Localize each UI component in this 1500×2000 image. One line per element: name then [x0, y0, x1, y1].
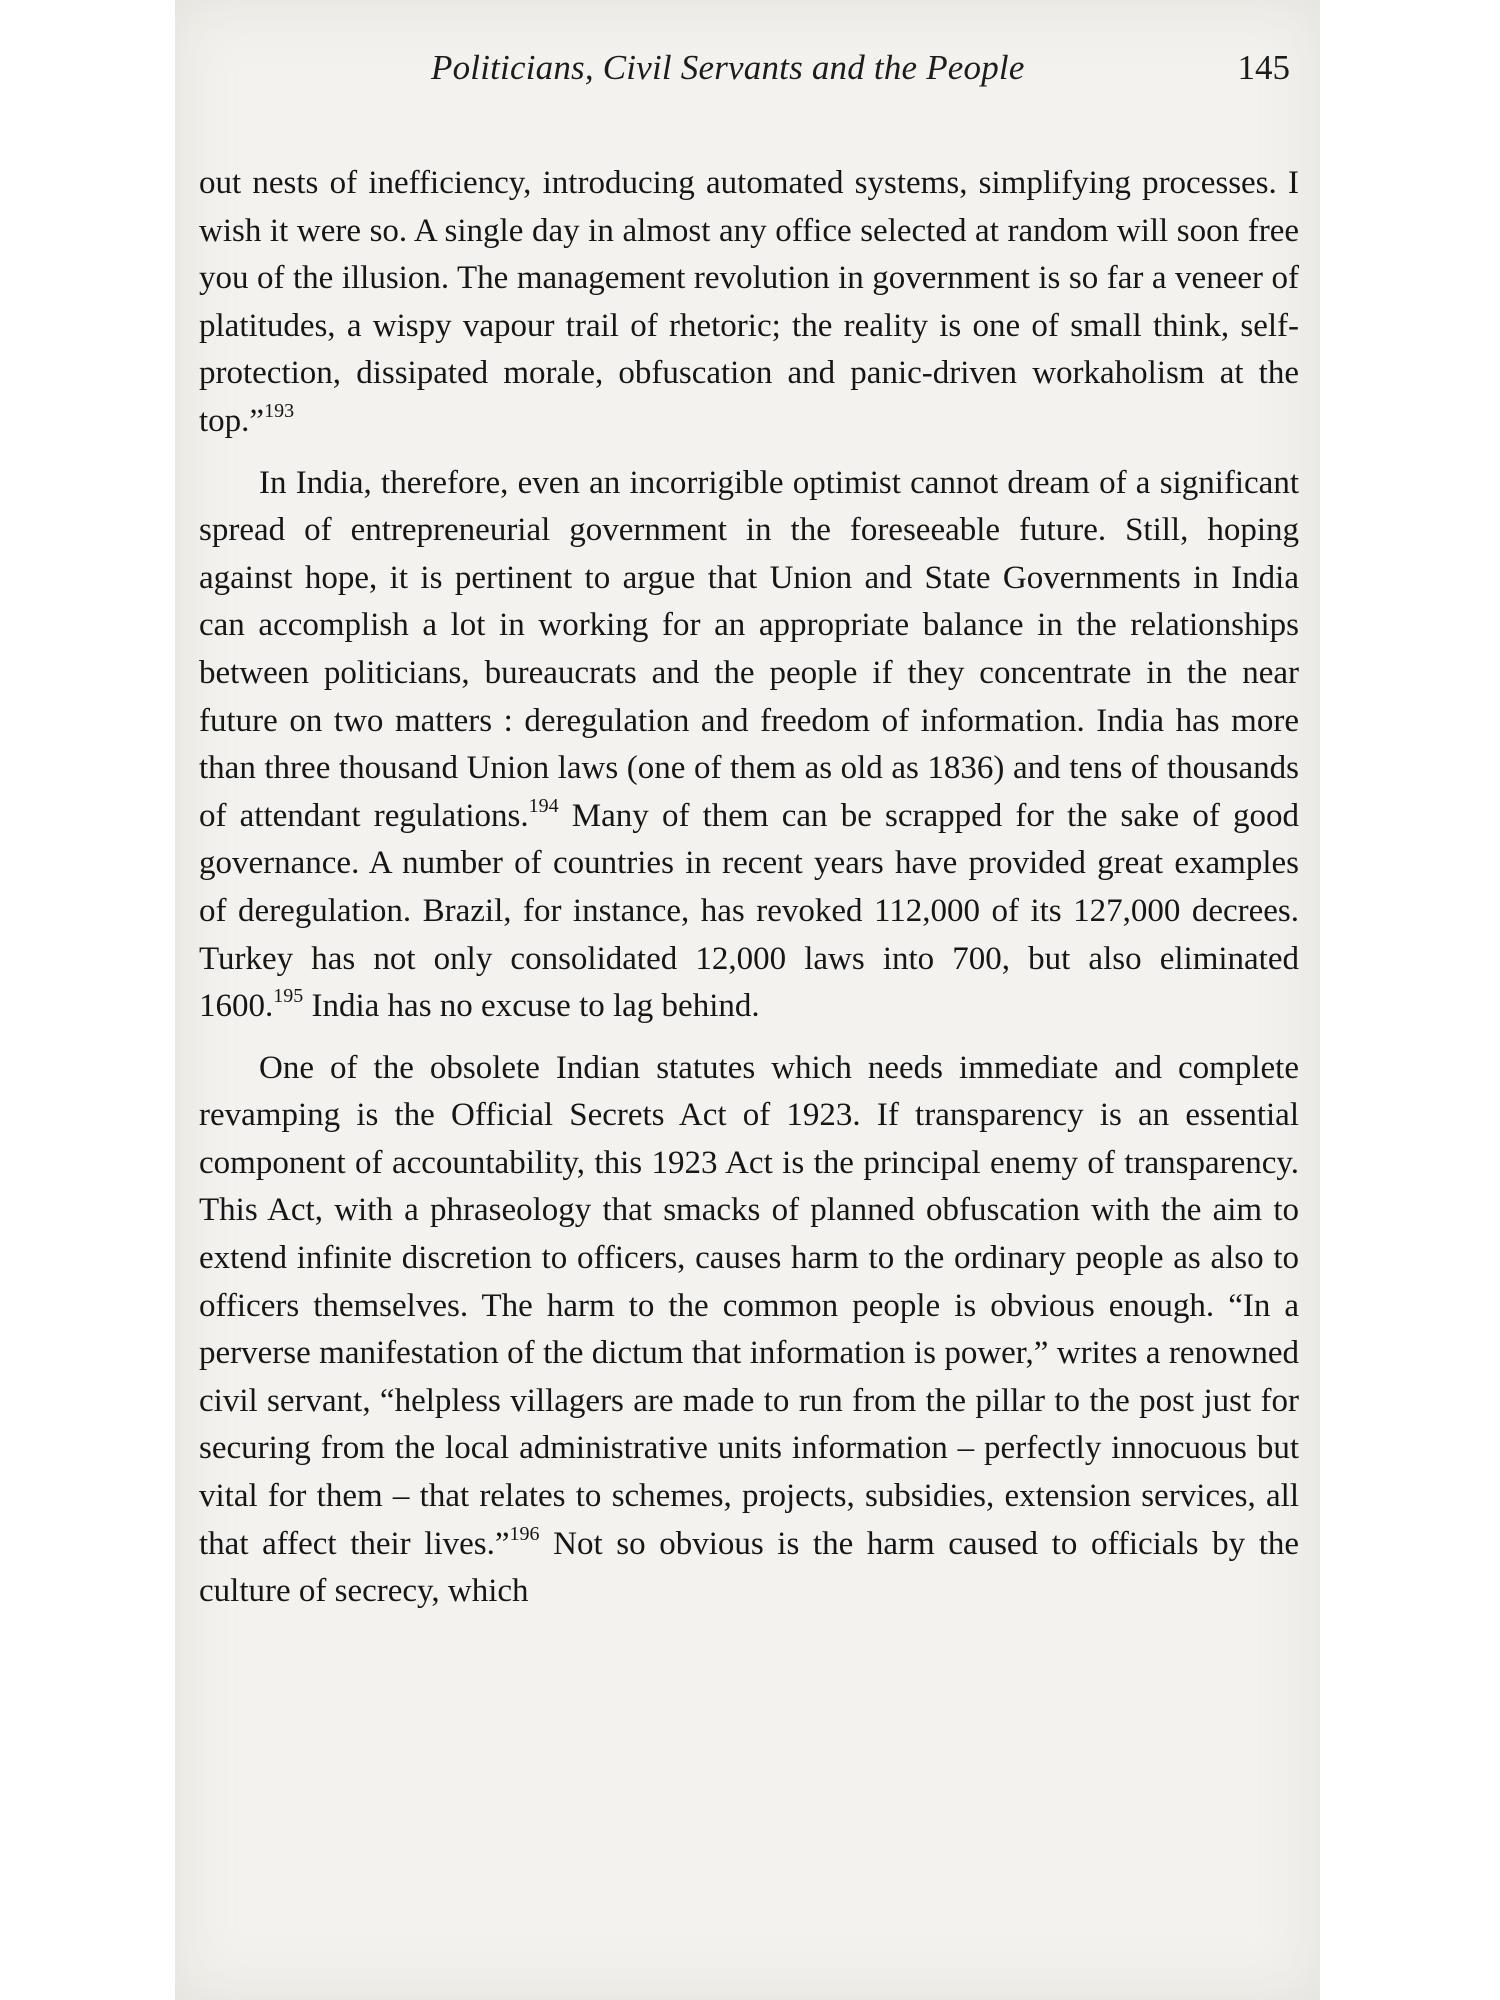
- footnote-ref-193: 193: [264, 399, 295, 422]
- paragraph-text: out nests of inefficiency, introducing automated systems, simplifying processes. I wish it were so. A single day in almost any office selected at random will soon free you of the illusion. The management revolution in government is so far a veneer of platitudes, a wispy vapour trail of rhetoric; the reality is one of small think, self-protection, dissipated morale, obfuscation and panic-driven workaholism at the top.”: [199, 165, 1299, 439]
- paragraph-2: [199, 460, 1299, 1031]
- paragraph-1: [199, 160, 1299, 446]
- paragraph-text: Many of them can be scrapped for the sake of good governance. A number of countries in recent years have provided great examples of deregulation. Brazil, for instance, has revoked 112,000 of its 127,000 decrees. Turkey has not only consolidated 12,000 laws into 700, but also eliminated 1600.: [199, 797, 1299, 1025]
- paragraph-text: In India, therefore, even an incorrigible optimist cannot dream of a significant spread of entrepreneurial government in the foreseeable future. Still, hoping against hope, it is pertinent to argue that Union and State Governments in India can accomplish a lot in working for an appropriate balance in the relationships between politicians, bureaucrats and the people if they concentrate in the near future on two matters : deregulation and freedom of information. India has more than three thousand Union laws (one of them as old as 1836) and tens of thousands of attendant regulations.: [199, 464, 1299, 834]
- footnote-ref-195: 195: [273, 985, 304, 1008]
- book-page: [175, 0, 1320, 2000]
- paragraph-3: [199, 1045, 1299, 1616]
- running-title: Politicians, Civil Servants and the People: [431, 48, 1025, 87]
- paragraph-text: One of the obsolete Indian statutes which needs immediate and complete revamping is the Official Secrets Act of 1923. If transparency is an essential component of accountability, this 1923 Act is the principal enemy of transparency. This Act, with a phraseology that smacks of planned obfuscation with the aim to extend infinite discretion to officers, causes harm to the ordinary people as also to officers themselves. The harm to the common people is obvious enough. “In a perverse manifestation of the dictum that information is power,” writes a renowned civil servant, “helpless villagers are made to run from the pillar to the post just for securing from the local administrative units information – perfectly innocuous but vital for them – that relates to schemes, projects, subsidies, extension services, all that affect their lives.”: [199, 1049, 1299, 1562]
- page-number: 145: [1237, 48, 1290, 87]
- paragraph-text: Not so obvious is the harm caused to officials by the culture of secrecy, which: [199, 1525, 1300, 1610]
- footnote-ref-194: 194: [528, 794, 559, 817]
- paragraph-text: India has no excuse to lag behind.: [303, 988, 760, 1025]
- body-text: [199, 160, 1299, 1630]
- page-header: [175, 48, 1320, 98]
- footnote-ref-196: 196: [509, 1522, 540, 1545]
